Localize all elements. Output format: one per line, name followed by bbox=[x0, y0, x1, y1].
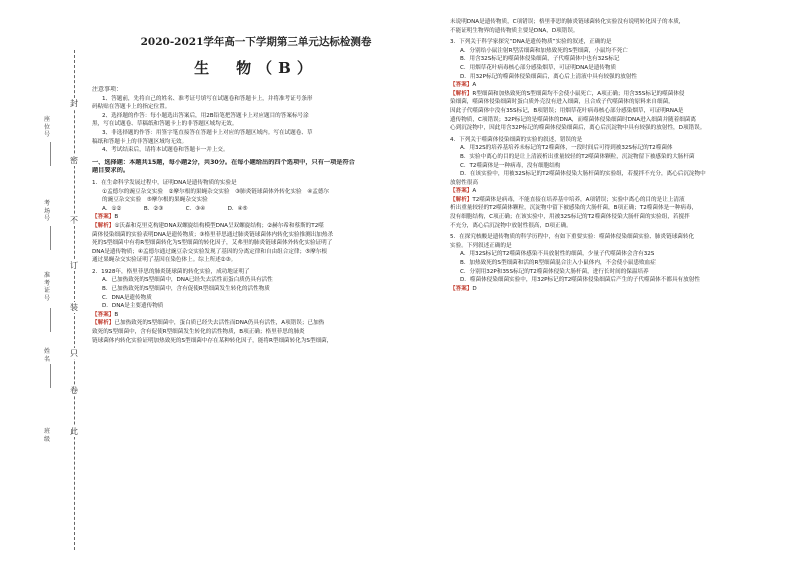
binding-cut-line bbox=[74, 50, 75, 550]
exam-title: 2020-2021学年高一下学期第三单元达标检测卷 bbox=[140, 36, 372, 48]
ticket-number-field: 准考证号 bbox=[43, 272, 50, 302]
binding-char: 封 bbox=[70, 99, 78, 108]
text-line: 链球菌体内转化实验证明加热致死的S型细菌中存在某种转化因子，能将R型细菌转化为S型细菌， bbox=[92, 337, 333, 344]
blank-line bbox=[50, 226, 51, 250]
analysis-label: 【解析】 bbox=[92, 320, 115, 327]
question-stem: 5．在探究核酸是遗传物质的科学历程中，有如下重要实验：噬菌体侵染细菌实验、肺炎链球菌转化 bbox=[450, 234, 695, 241]
note-line: 3、非选择题的作答：用签字笔直接答在答题卡上对应的答题区域内。写在试题卷、草 bbox=[102, 129, 313, 136]
note-line: 2、选择题的作答：每小题选出答案后，用2B铅笔把答题卡上对应题目的答案标号涂 bbox=[102, 112, 309, 119]
text-line: 遗传物质，C项错误；32P标记的是噬菌体的DNA，而噬菌体侵染细菌时DNA进入细菌并随着细菌离 bbox=[450, 116, 697, 123]
binding-char: 只 bbox=[70, 349, 78, 358]
text-line: 致死的S型细菌中，含有促使R型细菌发生转化的活性物质，B项正确；格里菲思的肺炎 bbox=[92, 329, 305, 336]
answer-value: A bbox=[472, 188, 477, 195]
subject-title: 生 物（B） bbox=[194, 59, 318, 77]
text-line: 未说明DNA是遗传物质，C项错误；格里菲思的肺炎链球菌转化实验没有说明转化因子的本质， bbox=[450, 19, 685, 25]
note-line: 稿纸和答题卡上的非答题区域均无效。 bbox=[92, 138, 188, 145]
section-heading: 一、选择题：本题共15题，每小题2分，共30分。在每小题给出的四个选项中，只有一项是符合 bbox=[92, 158, 355, 166]
exam-room-field: 考场号 bbox=[43, 200, 50, 222]
question-option: B．用含32S标记的噬菌体侵染细菌，子代噬菌体中也有32S标记 bbox=[460, 56, 620, 63]
text-line: 通过果蝇杂交实验证明了基因在染色体上。综上所述②③。 bbox=[92, 257, 237, 264]
analysis-text: ①沃森和克里克构建DNA双螺旋结构模型DNA呈双螺旋结构；②赫尔希和蔡斯的T2噬 bbox=[114, 222, 324, 229]
question-stem: 3．下列关于科学家探究“DNA是遗传物质”实验的叙述，正确的是 bbox=[450, 39, 612, 46]
binding-char: 卷 bbox=[70, 386, 78, 395]
class-field: 班级 bbox=[43, 428, 50, 443]
answer-value: B bbox=[114, 214, 119, 221]
binding-char: 订 bbox=[70, 261, 78, 270]
analysis-line bbox=[92, 319, 435, 328]
text-line: 没有细胞结构，C项正确；在该实验中，用被32S标记的T2噬菌体侵染大肠杆菌的实验组，若搅拌 bbox=[450, 214, 690, 221]
question-stem: 2．1928年，格里菲思的肺炎链球菌的转化实验，成功地证明了 bbox=[92, 268, 250, 275]
answer-line bbox=[92, 213, 435, 222]
analysis-text: 已加热致死的S型细菌中，蛋白质已经失去活性而DNA仍具有活性，A项错误；已加热 bbox=[114, 320, 325, 327]
question-option: D．用32P标记的噬菌体侵染细菌后，离心后上清液中具有较强的放射性 bbox=[460, 73, 638, 80]
text-line: 死的S型细菌中有将R型细菌转化为S型细菌的转化因子，艾弗里的肺炎链球菌体外转化实验证明了 bbox=[92, 240, 333, 247]
question-option: A．①② B．②③ C．③④ D．④⑤ bbox=[102, 205, 248, 212]
binding-char: 不 bbox=[70, 216, 78, 225]
question-option: C．分别用32P和35S标记的T2噬菌体侵染大肠杆菌，进行长时间的保温培养 bbox=[460, 268, 649, 275]
analysis-line bbox=[92, 222, 435, 231]
text-line: 染细菌，噬菌体侵染细菌时蛋白质外壳没有进入细菌，且合成子代噬菌体的原料来自细菌， bbox=[450, 99, 674, 106]
blank-line bbox=[50, 364, 51, 388]
blank-line bbox=[50, 142, 51, 166]
answer-value: A bbox=[472, 82, 477, 89]
question-stem: 4．下列关于噬菌体侵染细菌的实验的叙述，错误的是 bbox=[450, 136, 583, 143]
question-option: B．实验中离心的目的是让上清液析出重量较轻的T2噬菌体颗粒，沉淀物留下被感染的大肠杆菌 bbox=[460, 153, 695, 160]
answer-label: 【答案】 bbox=[92, 214, 115, 221]
note-line: 1、答题前，先将自己的姓名、准考证号填写在试题卷和答题卡上，并将准考证号条形 bbox=[102, 95, 313, 102]
question-option: 的豌豆杂交实验 ⑤摩尔根的果蝇杂交实验 bbox=[102, 197, 208, 204]
answer-line bbox=[450, 81, 785, 90]
blank-line bbox=[50, 308, 51, 332]
question-stem: 1．在生命科学发展过程中，证明DNA是遗传物质的实验是 bbox=[92, 179, 237, 186]
binding-char: 此 bbox=[70, 427, 78, 436]
question-option: C．用烟草花叶病毒核心部分感染烟草，可证明DNA是遗传物质 bbox=[460, 64, 617, 71]
text-line: 因此子代噬菌体中没有35S标记，B项错误；用烟草花叶病毒核心部分感染烟草，可证明RNA是 bbox=[450, 107, 684, 114]
left-body bbox=[92, 179, 435, 345]
answer-label: 【答案】 bbox=[450, 82, 473, 89]
question-option: C．T2噬菌体是一种病毒，没有细胞结构 bbox=[460, 162, 561, 169]
text-line: 放射性很高 bbox=[450, 179, 478, 186]
note-line: 码粘贴在答题卡上的指定位置。 bbox=[92, 104, 171, 111]
answer-label: 【答案】 bbox=[92, 311, 115, 318]
text-line: 心到沉淀物中，因此用含32P标记的噬菌体侵染细菌后，离心后沉淀物中具有较强的放射性，D项错误。 bbox=[450, 125, 706, 132]
right-body bbox=[450, 18, 785, 293]
binding-char: 装 bbox=[70, 303, 78, 312]
binding-margin bbox=[6, 50, 96, 550]
analysis-label: 【解析】 bbox=[92, 222, 115, 229]
analysis-label: 【解析】 bbox=[450, 196, 473, 203]
answer-line bbox=[92, 311, 435, 320]
analysis-text: T2噬菌体是病毒，不能直接在培养基中培养，A项错误；实验中离心的目的是让上清液 bbox=[472, 196, 685, 203]
question-option: A．用32S的培养基培养未标记的T2噬菌体，一段时间后可得到被32S标记的T2噬菌体 bbox=[460, 145, 673, 152]
answer-label: 【答案】 bbox=[450, 285, 473, 292]
analysis-line bbox=[450, 196, 785, 205]
question-option: D．噬菌体侵染细菌实验中，用32P标记的T2噬菌体侵染细菌后产生的子代噬菌体不都具有放射性 bbox=[460, 277, 700, 284]
text-line: 实验。下列叙述正确的是 bbox=[450, 242, 512, 249]
answer-value: B bbox=[114, 311, 119, 318]
answer-label: 【答案】 bbox=[450, 188, 473, 195]
question-option: B．已加热致死的S型细菌中，含有促使R型细菌发生转化的活性物质 bbox=[102, 286, 270, 293]
name-field: 姓名 bbox=[43, 348, 50, 363]
question-option: A．已加热致死的S型细菌中，DNA已经失去活性而蛋白质仍具有活性 bbox=[102, 277, 273, 284]
question-option: B．加热致死的S型细菌和活的R型细菌混合注入小鼠体内，不会使小鼠患败血症 bbox=[460, 260, 656, 267]
text-line: 析出重量较轻的T2噬菌体颗粒，沉淀物中留下被感染的大肠杆菌，B项正确；T2噬菌体是一种病毒， bbox=[450, 205, 698, 212]
note-line: 黑，写在试题卷、草稿纸和答题卡上的非答题区域均无效。 bbox=[92, 121, 238, 128]
analysis-label: 【解析】 bbox=[450, 90, 473, 97]
section-heading-cont: 题目要求的。 bbox=[92, 167, 130, 175]
notes-list bbox=[92, 95, 435, 155]
question-option: C．DNA是遗传物质 bbox=[102, 294, 152, 301]
answer-value: D bbox=[472, 285, 477, 292]
question-option: A．分别给小鼠注射R型活细菌和加热致死的S型细菌，小鼠均不死亡 bbox=[460, 47, 628, 54]
question-option: D．DNA是主要遗传物质 bbox=[102, 303, 164, 310]
question-option: A．用32S标记的T2噬菌体感染不具放射性的细菌，少量子代噬菌体会含有32S bbox=[460, 251, 655, 258]
question-option: ①孟德尔的豌豆杂交实验 ②摩尔根的果蝇杂交实验 ③肺炎链球菌体外转化实验 ④孟德尔 bbox=[102, 188, 330, 195]
text-line: 菌体侵染细菌的实验表明DNA是遗传物质；③格里菲思通过肺炎链球菌体内转化实验推测出加热杀 bbox=[92, 231, 334, 238]
text-line: DNA是遗传物质；④孟德尔通过豌豆杂交实验发现了基因的分离定律和自由组合定律；⑤摩尔根 bbox=[92, 248, 327, 255]
text-line: 不充分，离心后沉淀物中放射性很高，D项正确。 bbox=[450, 222, 572, 229]
binding-char: 密 bbox=[70, 156, 78, 165]
answer-line bbox=[450, 187, 785, 196]
analysis-text: R型细菌和加热致死的S型细菌均不会使小鼠死亡，A项正确；用含35S标记的噬菌体侵 bbox=[472, 90, 685, 97]
answer-line bbox=[450, 285, 785, 294]
notes-title: 注意事项： bbox=[92, 86, 123, 93]
text-line: 不能证明生物界的遗传物质主要是DNA，D项错误。 bbox=[450, 27, 579, 34]
right-column bbox=[450, 18, 785, 293]
left-column bbox=[92, 34, 435, 345]
note-line: 4、考试结束后，请将本试题卷和答题卡一并上交。 bbox=[102, 147, 229, 154]
question-option: D．在该实验中，用被32S标记的T2噬菌体侵染大肠杆菌的实验组，若搅拌不充分，离心后沉淀物中 bbox=[460, 171, 706, 178]
analysis-line bbox=[450, 90, 785, 99]
seat-number-field: 座位号 bbox=[43, 116, 50, 138]
